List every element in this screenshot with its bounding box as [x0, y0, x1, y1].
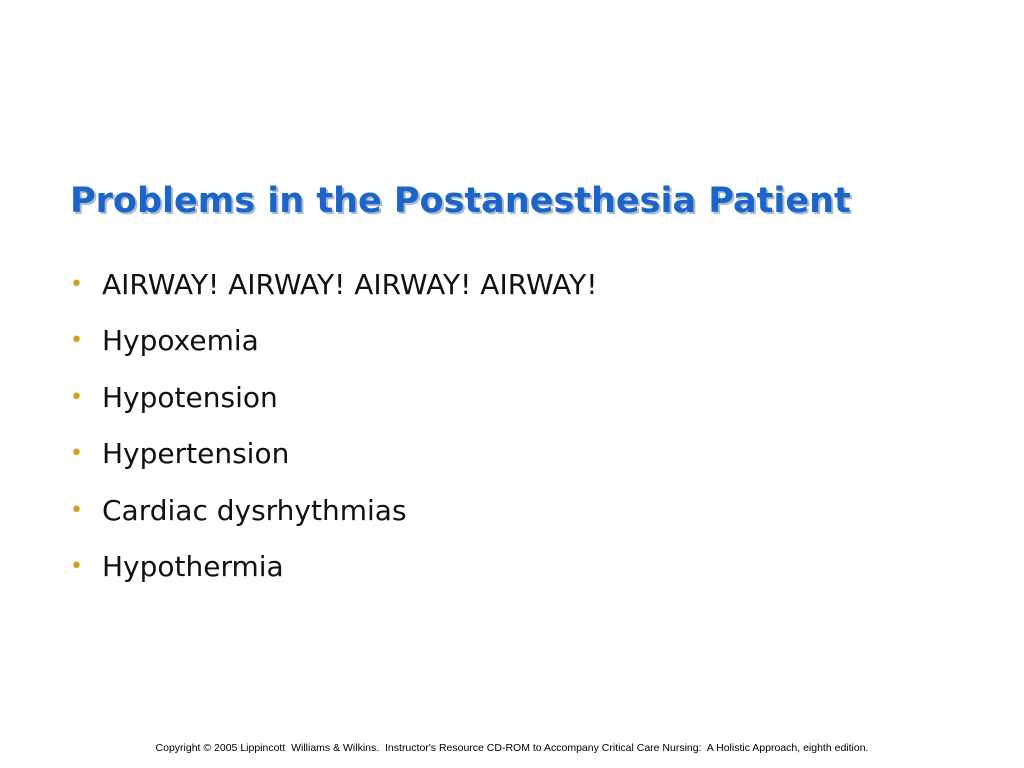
bullet-icon: • — [70, 553, 83, 579]
bullet-icon: • — [70, 272, 83, 297]
list-item — [70, 433, 597, 489]
bullet-text: Cardiac dysrhythmias — [102, 493, 407, 527]
list-item — [70, 264, 597, 320]
bullet-icon: • — [70, 384, 83, 410]
bullet-icon: • — [70, 441, 83, 467]
bullet-list — [70, 264, 597, 602]
bullet-text: Hypothermia — [102, 549, 284, 583]
list-item — [70, 490, 597, 546]
list-item — [70, 377, 597, 433]
slide-title: Problems in the Postanesthesia Patient — [70, 181, 851, 221]
bullet-text: Hypotension — [102, 380, 278, 414]
bullet-text: Hypoxemia — [102, 324, 259, 358]
list-item — [70, 546, 597, 602]
copyright-footer: Copyright © 2005 Lippincott Williams & Wilkins. Instructor's Resource CD-ROM to Accompany Critical Care Nursing: A Holistic Approach, eighth edition. — [155, 742, 869, 754]
bullet-text: Hypertension — [102, 437, 290, 471]
list-item — [70, 320, 597, 376]
bullet-icon: • — [70, 497, 83, 523]
bullet-icon: • — [70, 328, 83, 354]
bullet-text: AIRWAY! AIRWAY! AIRWAY! AIRWAY! — [102, 268, 598, 301]
